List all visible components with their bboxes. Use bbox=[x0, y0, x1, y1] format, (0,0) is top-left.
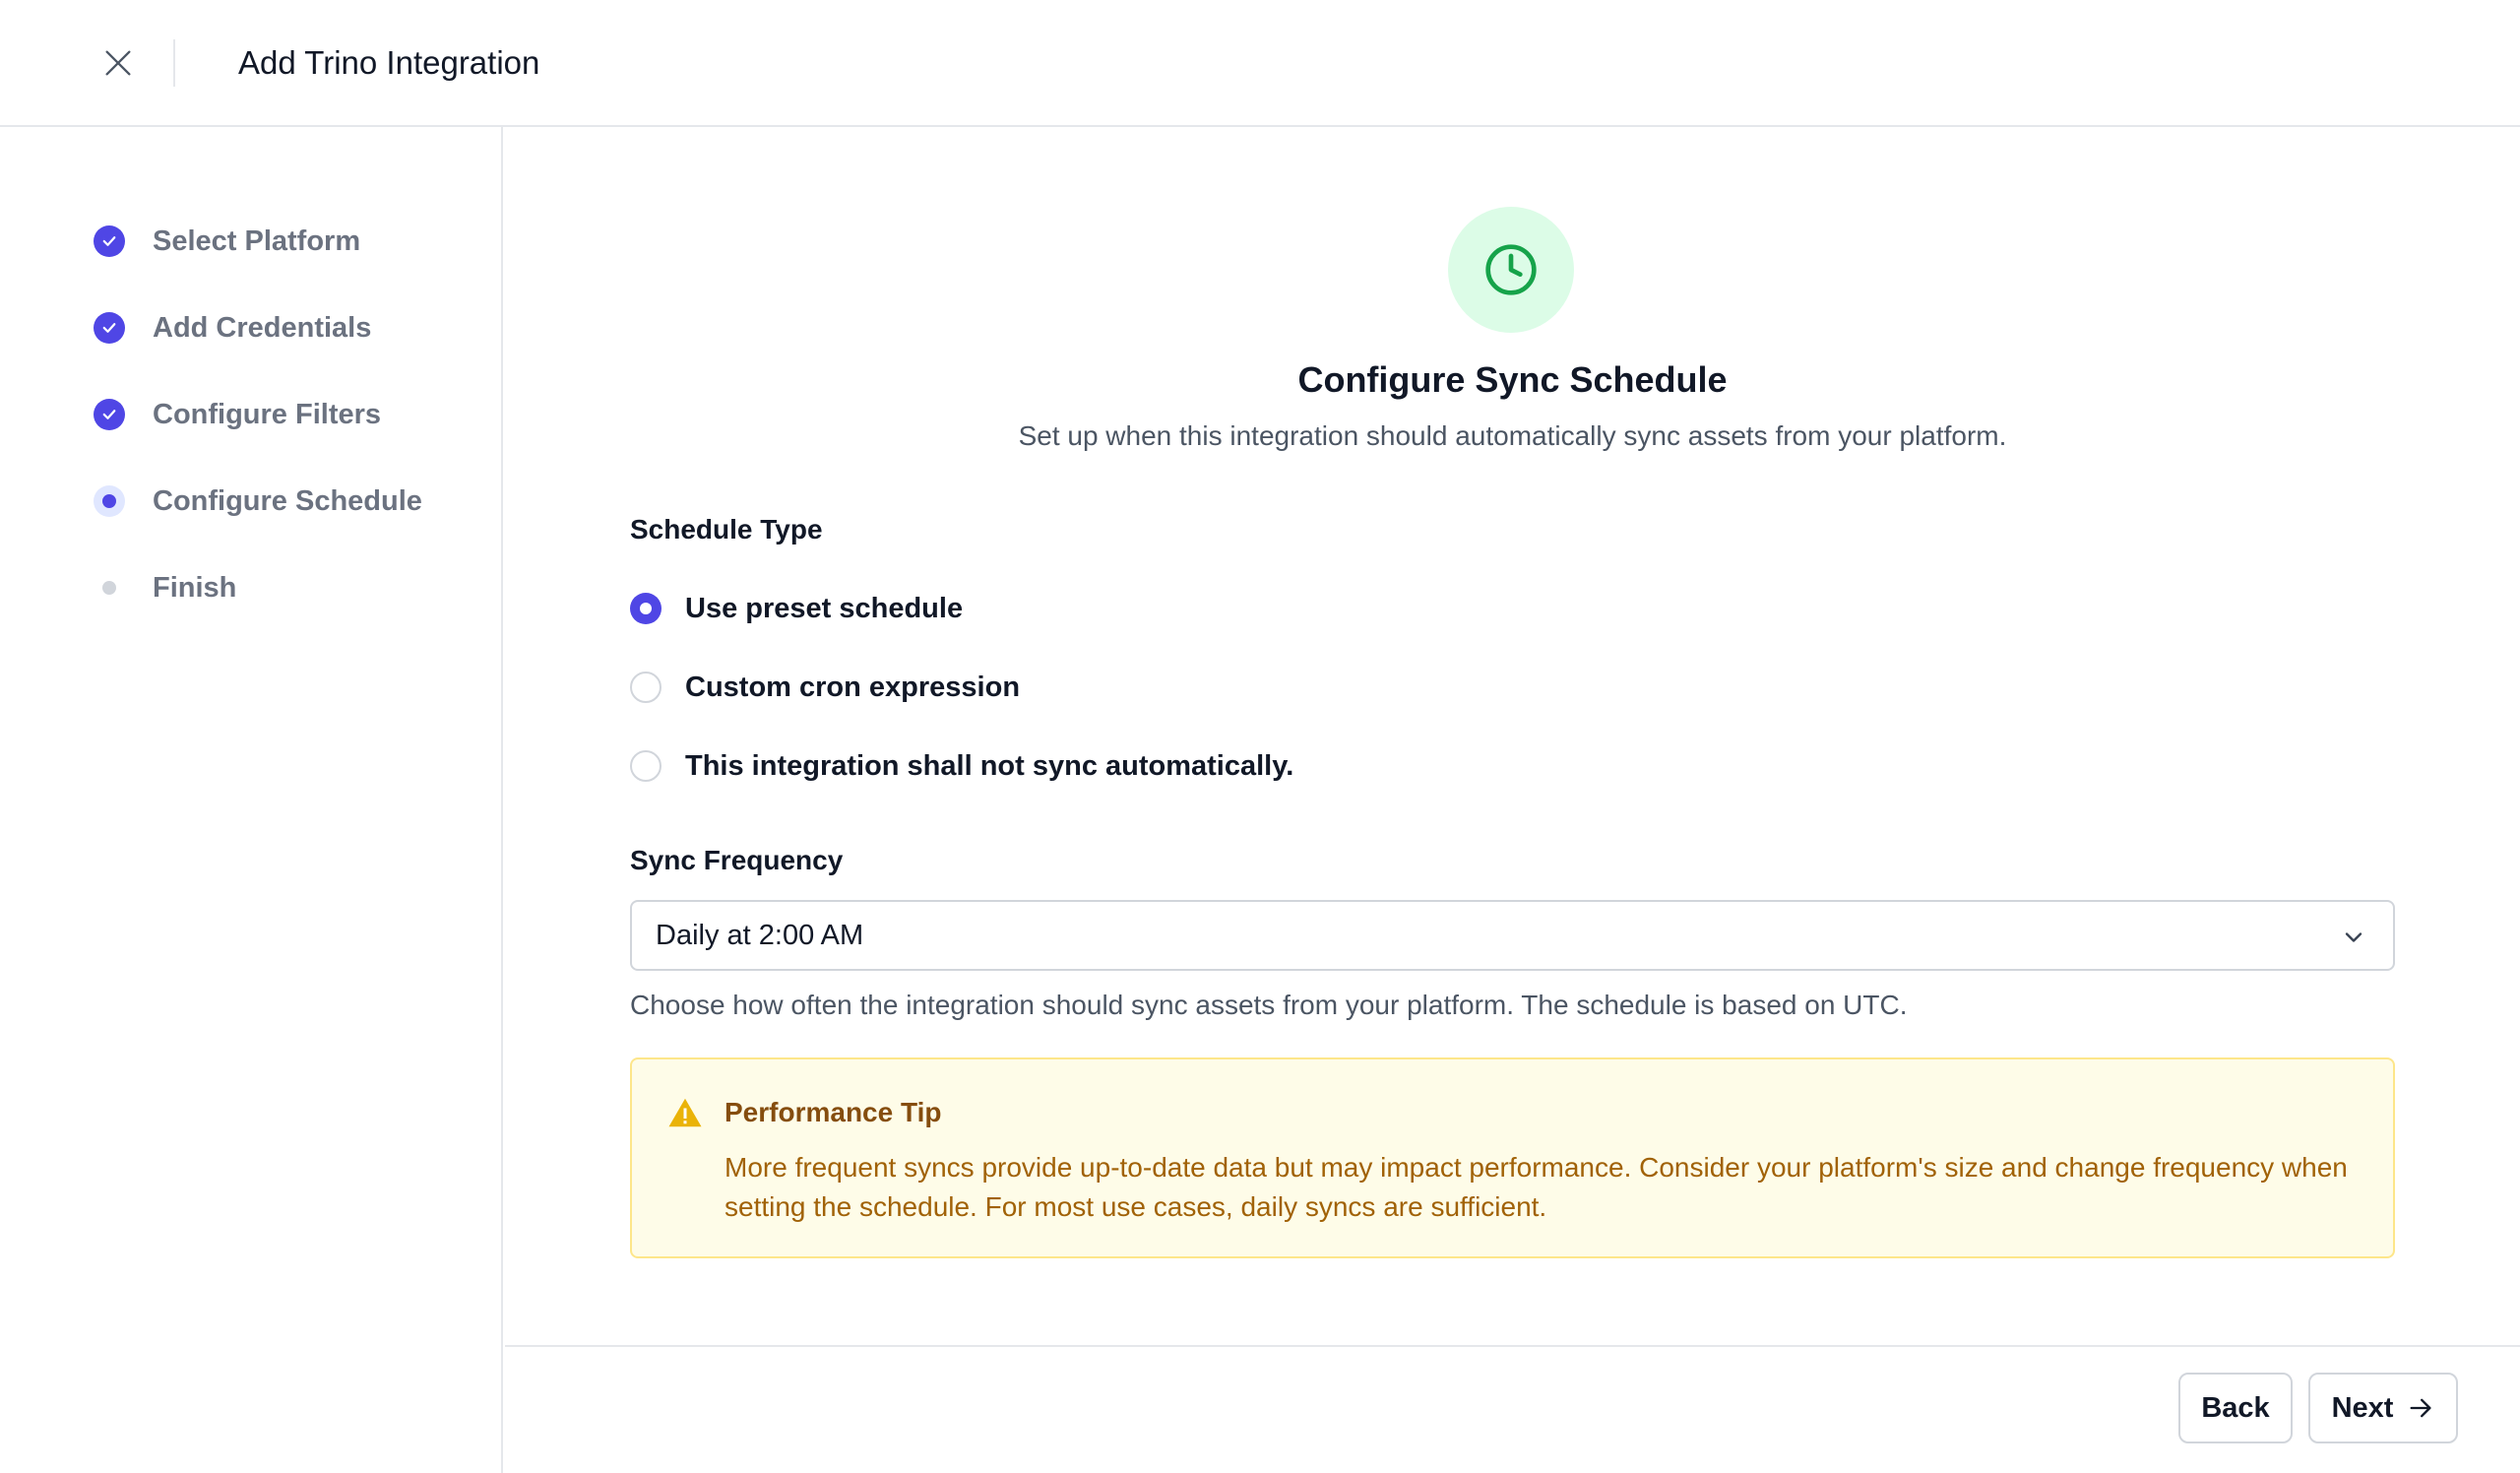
sync-frequency-help: Choose how often the integration should sync assets from your platform. The schedule is based on UTC. bbox=[630, 990, 1908, 1020]
schedule-type-label: Schedule Type bbox=[630, 514, 823, 544]
radio-label: Custom cron expression bbox=[685, 672, 1021, 703]
arrow-right-icon bbox=[2407, 1394, 2434, 1422]
radio-button[interactable] bbox=[630, 672, 662, 703]
radio-label: This integration shall not sync automatically. bbox=[685, 750, 1294, 782]
tip-title: Performance Tip bbox=[724, 1097, 942, 1127]
radio-no-sync[interactable] bbox=[630, 744, 1293, 788]
clock-icon bbox=[1483, 242, 1539, 297]
chevron-down-icon bbox=[2340, 924, 2367, 951]
warning-icon bbox=[667, 1095, 703, 1130]
header-divider bbox=[173, 39, 175, 87]
step-add-credentials[interactable] bbox=[0, 298, 492, 357]
step-configure-schedule[interactable] bbox=[0, 472, 492, 531]
check-icon bbox=[93, 224, 126, 258]
close-icon bbox=[101, 46, 135, 80]
step-select-platform[interactable] bbox=[0, 212, 492, 271]
sync-frequency-select[interactable] bbox=[630, 900, 2395, 971]
footer bbox=[505, 1345, 2520, 1473]
radio-label: Use preset schedule bbox=[685, 593, 964, 624]
check-icon bbox=[93, 398, 126, 431]
select-value: Daily at 2:00 AM bbox=[656, 920, 864, 951]
step-finish bbox=[0, 558, 492, 617]
check-icon bbox=[93, 311, 126, 345]
back-button-label: Back bbox=[2201, 1391, 2270, 1424]
radio-custom-cron[interactable] bbox=[630, 666, 1020, 709]
step-label: Finish bbox=[153, 572, 237, 604]
close-button[interactable] bbox=[94, 39, 142, 87]
radio-preset-schedule[interactable] bbox=[630, 587, 963, 630]
next-button-label: Next bbox=[2331, 1391, 2394, 1424]
section-title: Configure Sync Schedule bbox=[1297, 359, 1728, 400]
step-configure-filters[interactable] bbox=[0, 385, 492, 444]
radio-button[interactable] bbox=[630, 593, 662, 624]
main-content bbox=[505, 129, 2520, 1345]
sync-frequency-label: Sync Frequency bbox=[630, 845, 844, 875]
radio-button[interactable] bbox=[630, 750, 662, 782]
section-subtitle: Set up when this integration should automatically sync assets from your platform. bbox=[1018, 420, 2007, 451]
upcoming-step-icon bbox=[93, 571, 126, 605]
step-label: Select Platform bbox=[153, 225, 361, 257]
header bbox=[0, 0, 2520, 127]
step-label: Add Credentials bbox=[153, 312, 372, 344]
step-label: Configure Schedule bbox=[153, 485, 422, 517]
page-title: Add Trino Integration bbox=[238, 44, 540, 81]
step-label: Configure Filters bbox=[153, 399, 382, 430]
tip-body: More frequent syncs provide up-to-date data but may impact performance. Consider your platform's size and change frequency when setting the schedule. For most use cases, daily syncs are sufficient. bbox=[724, 1152, 2348, 1222]
performance-tip-callout bbox=[630, 1057, 2395, 1258]
back-button[interactable] bbox=[2178, 1373, 2293, 1443]
stepper-sidebar bbox=[0, 127, 503, 1473]
current-step-icon bbox=[93, 484, 126, 518]
clock-badge bbox=[1448, 207, 1574, 333]
next-button[interactable] bbox=[2308, 1373, 2458, 1443]
